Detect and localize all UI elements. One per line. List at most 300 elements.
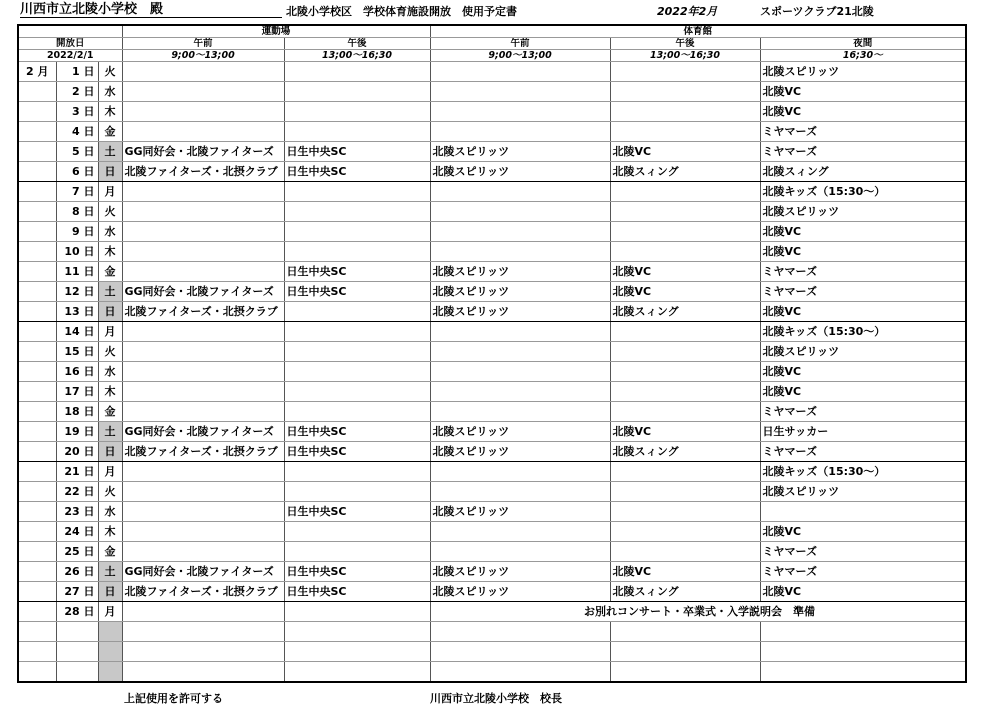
table-row [18,102,966,122]
slot-fp [284,322,430,342]
slot-ga [430,462,610,482]
weekday-cell: 月 [98,322,122,342]
empty-cell [56,642,98,662]
weekday-cell: 木 [98,522,122,542]
slot-fp [284,222,430,242]
slot-fa [122,342,284,362]
table-row [18,162,966,182]
empty-weekday-cell [98,662,122,683]
empty-cell [284,622,430,642]
slot-ev: 北陵VC [760,302,966,322]
day-cell: 20 日 [56,442,98,462]
slot-fa: GG同好会・北陵ファイターズ [122,282,284,302]
month-label: 2022年2月 [657,5,718,18]
slot-fa [122,122,284,142]
slot-gp [610,502,760,522]
slot-ev: 北陵VC [760,242,966,262]
day-cell: 8 日 [56,202,98,222]
empty-cell [760,642,966,662]
day-cell: 27 日 [56,582,98,602]
slot-gp: 北陵スィング [610,162,760,182]
empty-row [18,662,966,683]
slot-ev: 北陵VC [760,582,966,602]
slot-ev: 北陵スピリッツ [760,202,966,222]
weekday-cell: 金 [98,122,122,142]
day-cell: 16 日 [56,362,98,382]
day-cell: 12 日 [56,282,98,302]
weekday-cell: 金 [98,542,122,562]
slot-ga: 北陵スピリッツ [430,562,610,582]
month-cell [18,542,56,562]
day-cell: 19 日 [56,422,98,442]
slot-fp [284,302,430,322]
month-cell [18,522,56,542]
addressee: 川西市立北陵小学校 殿 [20,2,282,18]
slot-gp [610,62,760,82]
slot-gp: 北陵VC [610,282,760,302]
day-cell: 10 日 [56,242,98,262]
slot-fa: 北陵ファイターズ・北摂クラブ [122,582,284,602]
day-cell: 14 日 [56,322,98,342]
weekday-cell: 月 [98,602,122,622]
slot-gp [610,482,760,502]
table-row [18,562,966,582]
slot-fa [122,502,284,522]
table-row [18,362,966,382]
slot-ga [430,482,610,502]
table-row [18,122,966,142]
table-row [18,242,966,262]
slot-gp: 北陵スィング [610,442,760,462]
slot-gp: 北陵VC [610,562,760,582]
slot-ga: 北陵スピリッツ [430,282,610,302]
slot-gp: 北陵VC [610,422,760,442]
slot-fp [284,602,430,622]
slot-gp [610,542,760,562]
gym-evening-header: 夜間 [760,38,966,50]
day-cell: 11 日 [56,262,98,282]
month-cell [18,162,56,182]
day-cell: 7 日 [56,182,98,202]
principal-signature: 川西市立北陵小学校 校長 [430,692,562,705]
weekday-cell: 金 [98,262,122,282]
slot-ev: ミヤマーズ [760,282,966,302]
gym-afternoon-header: 午後 [610,38,760,50]
table-row [18,342,966,362]
permit-text: 上記使用を許可する [124,692,223,705]
slot-fa [122,202,284,222]
table-row [18,502,966,522]
month-cell [18,102,56,122]
slot-ev: 北陵キッズ（15:30～） [760,462,966,482]
slot-fp [284,542,430,562]
slot-ev: 北陵VC [760,102,966,122]
weekday-cell: 月 [98,462,122,482]
weekday-cell: 日 [98,162,122,182]
table-row [18,542,966,562]
slot-ga: 北陵スピリッツ [430,162,610,182]
slot-gp [610,522,760,542]
slot-fa: 北陵ファイターズ・北摂クラブ [122,302,284,322]
empty-cell [122,662,284,683]
slot-ga [430,382,610,402]
slot-fa [122,182,284,202]
weekday-cell: 水 [98,222,122,242]
month-cell [18,482,56,502]
slot-fp [284,482,430,502]
slot-ga [430,402,610,422]
weekday-cell: 水 [98,362,122,382]
month-cell [18,362,56,382]
document-title: 北陵小学校区 学校体育施設開放 使用予定書 [286,5,517,18]
day-cell: 23 日 [56,502,98,522]
slot-fa [122,362,284,382]
weekday-cell: 土 [98,422,122,442]
slot-fp [284,462,430,482]
slot-fa: GG同好会・北陵ファイターズ [122,142,284,162]
table-row [18,582,966,602]
weekday-cell: 土 [98,562,122,582]
field-morning-time: 9;00～13;00 [122,50,284,62]
slot-gp: 北陵スィング [610,302,760,322]
day-cell: 2 日 [56,82,98,102]
slot-ga: 北陵スピリッツ [430,422,610,442]
empty-cell [284,662,430,683]
table-row [18,482,966,502]
slot-ga: 北陵スピリッツ [430,502,610,522]
slot-fp: 日生中央SC [284,562,430,582]
empty-cell [610,662,760,683]
slot-gp [610,82,760,102]
slot-fa [122,222,284,242]
empty-cell [122,642,284,662]
slot-fa [122,602,284,622]
slot-ev: 北陵キッズ（15:30～） [760,322,966,342]
weekday-cell: 水 [98,502,122,522]
weekday-cell: 火 [98,62,122,82]
weekday-cell: 日 [98,302,122,322]
slot-fa [122,542,284,562]
slot-gp [610,362,760,382]
header-row-times [18,50,966,62]
month-cell [18,422,56,442]
slot-fp [284,362,430,382]
table-row [18,322,966,342]
table-row [18,282,966,302]
header-row-periods [18,38,966,50]
month-cell [18,562,56,582]
day-cell: 9 日 [56,222,98,242]
slot-fa [122,322,284,342]
slot-ev: 北陵VC [760,522,966,542]
slot-ev: ミヤマーズ [760,562,966,582]
month-cell [18,502,56,522]
slot-ga [430,522,610,542]
slot-gp [610,222,760,242]
slot-fp: 日生中央SC [284,282,430,302]
slot-fa [122,242,284,262]
slot-ev: 北陵キッズ（15:30～） [760,182,966,202]
slot-ev: 北陵スィング [760,162,966,182]
day-cell: 6 日 [56,162,98,182]
day-cell: 13 日 [56,302,98,322]
day-cell: 15 日 [56,342,98,362]
day-cell: 25 日 [56,542,98,562]
slot-gp [610,322,760,342]
slot-fa [122,402,284,422]
month-cell [18,242,56,262]
document-footer [0,688,1000,707]
month-cell [18,322,56,342]
slot-ev: ミヤマーズ [760,122,966,142]
table-row [18,602,966,622]
field-group-header: 運動場 [122,25,430,38]
slot-gp [610,342,760,362]
slot-ev: 北陵VC [760,82,966,102]
document-header [0,0,1000,22]
slot-fp [284,122,430,142]
slot-ga [430,242,610,262]
day-cell: 28 日 [56,602,98,622]
gym-morning-header: 午前 [430,38,610,50]
empty-cell [430,622,610,642]
slot-ga [430,222,610,242]
table-row [18,142,966,162]
slot-ev: 日生サッカー [760,422,966,442]
month-cell [18,202,56,222]
month-cell [18,142,56,162]
slot-ev: 北陵スピリッツ [760,342,966,362]
month-cell [18,462,56,482]
empty-cell [760,662,966,683]
table-row [18,222,966,242]
slot-ga: 北陵スピリッツ [430,262,610,282]
field-morning-header: 午前 [122,38,284,50]
month-cell [18,442,56,462]
empty-cell [56,662,98,683]
slot-fp [284,342,430,362]
month-cell [18,222,56,242]
empty-weekday-cell [98,622,122,642]
month-cell [18,602,56,622]
slot-ga [430,82,610,102]
table-row [18,262,966,282]
empty-weekday-cell [98,642,122,662]
slot-gp [610,382,760,402]
day-cell: 21 日 [56,462,98,482]
empty-cell [284,642,430,662]
slot-ev: ミヤマーズ [760,262,966,282]
empty-cell [56,622,98,642]
slot-gp: 北陵スィング [610,582,760,602]
slot-fp [284,182,430,202]
header-row-groups [18,25,966,38]
day-cell: 3 日 [56,102,98,122]
schedule-table [17,24,967,683]
slot-fp: 日生中央SC [284,262,430,282]
slot-fa [122,382,284,402]
empty-cell [610,622,760,642]
weekday-cell: 日 [98,442,122,462]
slot-ga [430,342,610,362]
table-row [18,522,966,542]
slot-fp: 日生中央SC [284,142,430,162]
slot-ga: 北陵スピリッツ [430,142,610,162]
slot-ev: ミヤマーズ [760,402,966,422]
date-sub-header: 2022/2/1 [18,50,122,62]
gym-note-cell: お別れコンサート・卒業式・入学説明会 準備 [430,602,966,622]
weekday-cell: 火 [98,202,122,222]
slot-fp [284,102,430,122]
month-cell [18,582,56,602]
day-cell: 5 日 [56,142,98,162]
slot-ev: ミヤマーズ [760,542,966,562]
slot-ga [430,362,610,382]
slot-fp [284,202,430,222]
slot-fa: 北陵ファイターズ・北摂クラブ [122,442,284,462]
month-cell [18,122,56,142]
slot-ga [430,62,610,82]
empty-row [18,642,966,662]
month-cell: 2 月 [18,62,56,82]
weekday-cell: 木 [98,102,122,122]
empty-cell [430,642,610,662]
slot-ga [430,542,610,562]
slot-gp: 北陵VC [610,262,760,282]
empty-row [18,622,966,642]
field-afternoon-header: 午後 [284,38,430,50]
slot-fa [122,102,284,122]
slot-fa [122,262,284,282]
slot-ev: 北陵VC [760,222,966,242]
slot-ga [430,122,610,142]
table-row [18,382,966,402]
weekday-cell: 火 [98,482,122,502]
slot-ev: 北陵VC [760,382,966,402]
slot-gp [610,202,760,222]
weekday-cell: 木 [98,242,122,262]
slot-gp [610,122,760,142]
day-cell: 22 日 [56,482,98,502]
month-cell [18,402,56,422]
weekday-cell: 火 [98,342,122,362]
slot-gp [610,242,760,262]
slot-ga [430,102,610,122]
slot-gp: 北陵VC [610,142,760,162]
empty-cell [18,662,56,683]
day-cell: 24 日 [56,522,98,542]
club-name: スポーツクラブ21北陵 [760,5,874,18]
month-cell [18,82,56,102]
gym-evening-time: 16;30～ [760,50,966,62]
table-row [18,462,966,482]
slot-ev [760,502,966,522]
slot-fa [122,62,284,82]
slot-fp [284,522,430,542]
month-cell [18,382,56,402]
slot-fp: 日生中央SC [284,422,430,442]
month-cell [18,262,56,282]
empty-cell [430,662,610,683]
slot-ev: ミヤマーズ [760,442,966,462]
day-cell: 26 日 [56,562,98,582]
slot-ga [430,322,610,342]
table-row [18,182,966,202]
slot-fp [284,62,430,82]
slot-ga: 北陵スピリッツ [430,442,610,462]
empty-cell [760,622,966,642]
empty-cell [18,622,56,642]
slot-ev: 北陵VC [760,362,966,382]
field-afternoon-time: 13;00～16;30 [284,50,430,62]
empty-cell [18,642,56,662]
month-cell [18,282,56,302]
slot-fa [122,462,284,482]
slot-fp: 日生中央SC [284,162,430,182]
slot-gp [610,402,760,422]
slot-gp [610,102,760,122]
slot-fa [122,522,284,542]
blank-header [18,25,122,38]
month-cell [18,342,56,362]
slot-ev: ミヤマーズ [760,142,966,162]
slot-fp: 日生中央SC [284,502,430,522]
slot-fa [122,82,284,102]
table-row [18,302,966,322]
gym-group-header: 体育館 [430,25,966,38]
slot-ga: 北陵スピリッツ [430,302,610,322]
slot-fa: GG同好会・北陵ファイターズ [122,562,284,582]
table-row [18,62,966,82]
table-row [18,82,966,102]
slot-gp [610,182,760,202]
slot-fp: 日生中央SC [284,442,430,462]
day-cell: 1 日 [56,62,98,82]
weekday-cell: 金 [98,402,122,422]
day-cell: 17 日 [56,382,98,402]
slot-fa: GG同好会・北陵ファイターズ [122,422,284,442]
slot-ga [430,202,610,222]
slot-fa: 北陵ファイターズ・北摂クラブ [122,162,284,182]
slot-ev: 北陵スピリッツ [760,62,966,82]
table-row [18,402,966,422]
gym-afternoon-time: 13;00～16;30 [610,50,760,62]
slot-fp: 日生中央SC [284,582,430,602]
empty-cell [610,642,760,662]
weekday-cell: 土 [98,142,122,162]
slot-gp [610,462,760,482]
slot-fp [284,402,430,422]
slot-ga [430,182,610,202]
table-row [18,442,966,462]
day-cell: 4 日 [56,122,98,142]
slot-fp [284,82,430,102]
weekday-cell: 水 [98,82,122,102]
month-cell [18,302,56,322]
date-header: 開放日 [18,38,122,50]
slot-ga: 北陵スピリッツ [430,582,610,602]
gym-morning-time: 9;00～13;00 [430,50,610,62]
weekday-cell: 月 [98,182,122,202]
weekday-cell: 木 [98,382,122,402]
slot-fp [284,242,430,262]
empty-cell [122,622,284,642]
slot-fa [122,482,284,502]
day-cell: 18 日 [56,402,98,422]
slot-fp [284,382,430,402]
weekday-cell: 日 [98,582,122,602]
table-row [18,422,966,442]
